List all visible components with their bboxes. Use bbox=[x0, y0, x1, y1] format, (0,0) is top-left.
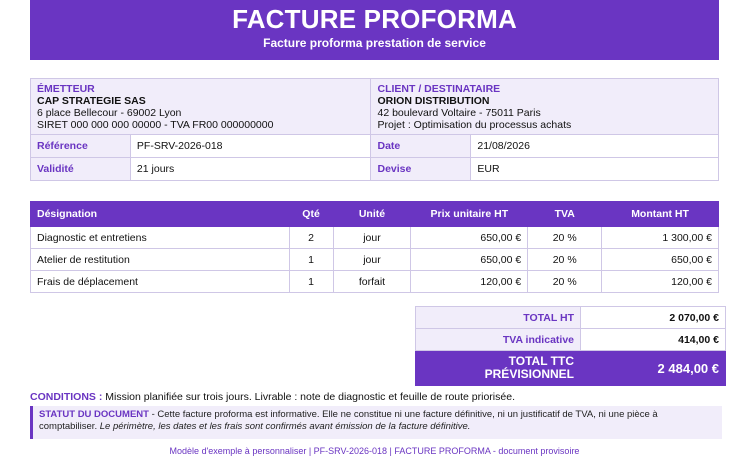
tva-label: TVA indicative bbox=[416, 329, 581, 351]
reference-value: PF-SRV-2026-018 bbox=[130, 135, 371, 158]
col-header-amount: Montant HT bbox=[602, 202, 719, 227]
client-name: ORION DISTRIBUTION bbox=[377, 95, 490, 107]
total-ht-value: 2 070,00 € bbox=[581, 307, 726, 329]
page-footer: Modèle d'exemple à personnaliser | PF-SRV-2026-018 | FACTURE PROFORMA - document provisoire bbox=[169, 446, 580, 456]
col-header-unit-price: Prix unitaire HT bbox=[411, 202, 528, 227]
items-table bbox=[30, 201, 719, 293]
cell-designation: Frais de déplacement bbox=[31, 271, 290, 293]
issuer-block bbox=[31, 79, 371, 135]
client-block bbox=[371, 79, 719, 135]
client-address: 42 boulevard Voltaire - 75011 Paris bbox=[377, 107, 541, 119]
document-subtitle: Facture proforma prestation de service bbox=[263, 36, 486, 50]
table-row bbox=[31, 227, 719, 249]
conditions-line bbox=[30, 391, 730, 403]
document-status-box bbox=[30, 406, 722, 439]
client-label: CLIENT / DESTINATAIRE bbox=[377, 83, 501, 95]
currency-value: EUR bbox=[471, 158, 719, 181]
issuer-name: CAP STRATEGIE SAS bbox=[37, 95, 146, 107]
cell-tva: 20 % bbox=[528, 227, 602, 249]
total-ht-label: TOTAL HT bbox=[416, 307, 581, 329]
table-row bbox=[31, 249, 719, 271]
totals-table bbox=[415, 306, 726, 386]
col-header-tva: TVA bbox=[528, 202, 602, 227]
cell-designation: Atelier de restitution bbox=[31, 249, 290, 271]
cell-amount: 1 300,00 € bbox=[602, 227, 719, 249]
cell-unit-price: 120,00 € bbox=[411, 271, 528, 293]
issuer-label: ÉMETTEUR bbox=[37, 83, 95, 95]
cell-amount: 650,00 € bbox=[602, 249, 719, 271]
cell-qty: 1 bbox=[289, 249, 333, 271]
date-value: 21/08/2026 bbox=[471, 135, 719, 158]
cell-unit: jour bbox=[333, 227, 411, 249]
client-project: Projet : Optimisation du processus achats bbox=[377, 119, 572, 131]
total-ttc-label-line1: TOTAL TTC bbox=[508, 354, 574, 368]
status-note: Le périmètre, les dates et les frais sont confirmés avant émission de la facture définitive. bbox=[99, 421, 471, 432]
cell-unit-price: 650,00 € bbox=[411, 227, 528, 249]
conditions-text: Mission planifiée sur trois jours. Livrable : note de diagnostic et feuille de route priorisée. bbox=[105, 391, 515, 403]
validity-value: 21 jours bbox=[130, 158, 371, 181]
status-label: STATUT DU DOCUMENT bbox=[39, 409, 149, 420]
items-header-row bbox=[31, 202, 719, 227]
issuer-ids: SIRET 000 000 000 00000 - TVA FR00 000000000 bbox=[37, 119, 274, 131]
cell-designation: Diagnostic et entretiens bbox=[31, 227, 290, 249]
cell-tva: 20 % bbox=[528, 249, 602, 271]
tva-value: 414,00 € bbox=[581, 329, 726, 351]
issuer-address: 6 place Bellecour - 69002 Lyon bbox=[37, 107, 182, 119]
total-ttc-label bbox=[416, 351, 581, 386]
reference-label: Référence bbox=[31, 135, 131, 158]
cell-amount: 120,00 € bbox=[602, 271, 719, 293]
col-header-designation: Désignation bbox=[31, 202, 290, 227]
validity-label: Validité bbox=[31, 158, 131, 181]
status-text: - Cette facture proforma est informative. Elle ne constitue ni une facture définitive, ni un justificatif de TVA, ni une pièce à comptabiliser. bbox=[39, 409, 658, 432]
col-header-qty: Qté bbox=[289, 202, 333, 227]
cell-unit: jour bbox=[333, 249, 411, 271]
header-banner bbox=[30, 0, 719, 60]
cell-qty: 2 bbox=[289, 227, 333, 249]
currency-label: Devise bbox=[371, 158, 471, 181]
total-ttc-value: 2 484,00 € bbox=[581, 351, 726, 386]
cell-tva: 20 % bbox=[528, 271, 602, 293]
total-ttc-label-line2: PRÉVISIONNEL bbox=[484, 367, 574, 381]
cell-qty: 1 bbox=[289, 271, 333, 293]
col-header-unit: Unité bbox=[333, 202, 411, 227]
table-row bbox=[31, 271, 719, 293]
cell-unit: forfait bbox=[333, 271, 411, 293]
cell-unit-price: 650,00 € bbox=[411, 249, 528, 271]
document-title: FACTURE PROFORMA bbox=[232, 4, 517, 34]
conditions-label: CONDITIONS : bbox=[30, 391, 103, 403]
date-label: Date bbox=[371, 135, 471, 158]
parties-table bbox=[30, 78, 719, 181]
